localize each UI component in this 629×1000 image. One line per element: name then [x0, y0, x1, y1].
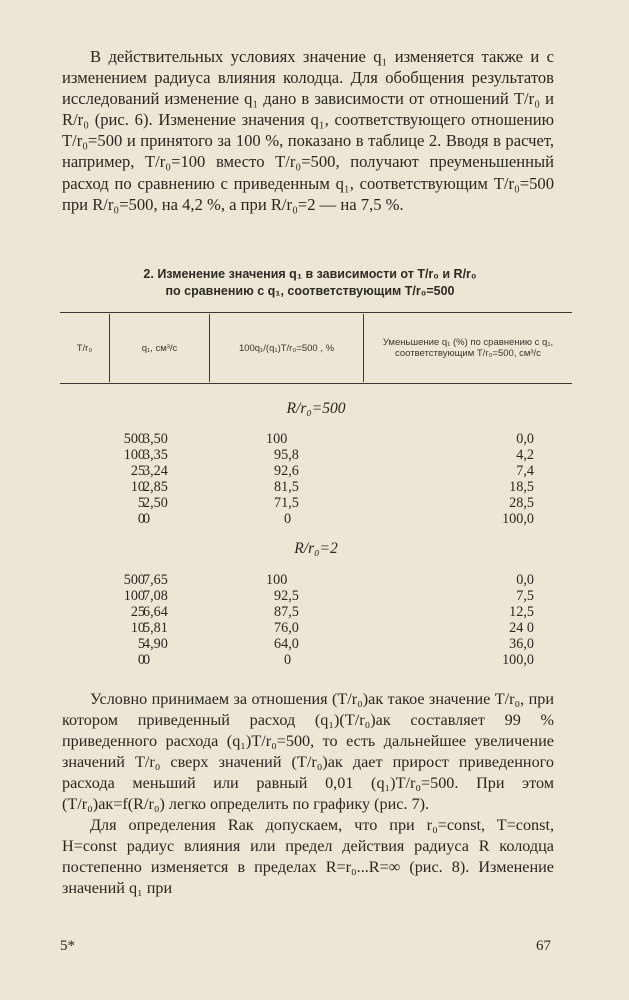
table-row	[60, 653, 572, 668]
cell-q1: 7,65	[143, 572, 168, 588]
table-row	[60, 621, 572, 636]
table-row	[60, 464, 572, 479]
header-q1: q₁, см³/с	[110, 314, 210, 382]
cell-t-r0: 25	[130, 463, 145, 479]
cell-percent: 64,0	[274, 636, 299, 652]
cell-reduction: 100,0	[502, 511, 534, 527]
section-title-r2: R/r₀=2	[294, 540, 338, 557]
table-caption-line-1: 2. Изменение значения q₁ в зависимости от T/r₀ и R/r₀	[143, 267, 477, 281]
cell-t-r0: 500	[123, 572, 145, 588]
cell-t-r0: 0	[137, 652, 145, 668]
table-row	[60, 605, 572, 620]
header-t-r0: T/r₀	[60, 314, 110, 382]
table-row	[60, 573, 572, 588]
cell-percent: 92,6	[274, 463, 299, 479]
table-row	[60, 432, 572, 447]
cell-q1: 3,24	[143, 463, 168, 479]
table-caption-line-2: по сравнению с q₁, соответствующим T/r₀=500	[165, 284, 455, 298]
table-row	[60, 589, 572, 604]
header-reduction: Уменьшение q₁ (%) по сравнению с q₁, соответствующим T/r₀=500, см³/с	[382, 337, 554, 359]
cell-t-r0: 0	[137, 511, 145, 527]
cell-reduction: 36,0	[509, 636, 534, 652]
cell-percent: 87,5	[274, 604, 299, 620]
cell-t-r0: 5	[137, 495, 145, 511]
cell-q1: 7,08	[143, 588, 168, 604]
cell-reduction: 100,0	[502, 652, 534, 668]
cell-reduction: 0,0	[516, 431, 534, 447]
cell-t-r0: 25	[130, 604, 145, 620]
cell-percent: 92,5	[274, 588, 299, 604]
cell-percent: 81,5	[274, 479, 299, 495]
intro-paragraph-text: В действительных условиях значение q₁ изменяется также и с изменением радиуса влияния колодца. Для обобщения результатов исследований изменение q₁ дано в зависимости от отношений T/r₀ и R/r₀ (рис. 6). Изменение значения q₁, соответствующего отношению T/r₀=500 и принятого за 100 %, показано в таблице 2. Вводя в расчет, например, T/r₀=100 вместо T/r₀=500, получают преуменьшенный расход по сравнению с приведенным q₁, соответствующим T/r₀=500 при R/r₀=500, на 4,2 %, а при R/r₀=2 — на 7,5 %.	[62, 47, 554, 214]
table-top-rule	[60, 312, 572, 313]
cell-reduction: 18,5	[509, 479, 534, 495]
cell-q1: 2,50	[143, 495, 168, 511]
cell-reduction: 4,2	[516, 447, 534, 463]
cell-q1: 0	[143, 652, 151, 668]
cell-t-r0: 5	[137, 636, 145, 652]
cell-percent: 0	[284, 511, 292, 527]
cell-t-r0: 10	[130, 479, 145, 495]
cell-q1: 0	[143, 511, 151, 527]
table-row	[60, 512, 572, 527]
page-number: 67	[536, 938, 551, 954]
intro-paragraph	[62, 46, 554, 215]
cell-percent: 71,5	[274, 495, 299, 511]
table-row	[60, 496, 572, 511]
cell-reduction: 7,5	[516, 588, 534, 604]
cell-t-r0: 10	[130, 620, 145, 636]
cell-q1: 3,35	[143, 447, 168, 463]
cell-t-r0: 100	[123, 447, 145, 463]
cell-q1: 6,64	[143, 604, 168, 620]
cell-reduction: 12,5	[509, 604, 534, 620]
section-title-r500: R/r₀=500	[286, 400, 346, 417]
table-row	[60, 637, 572, 652]
table-header-rule	[60, 383, 572, 384]
table-caption	[60, 266, 560, 300]
cell-q1: 5,81	[143, 620, 168, 636]
cell-t-r0: 500	[123, 431, 145, 447]
table-row	[60, 448, 572, 463]
cell-percent: 76,0	[274, 620, 299, 636]
cell-t-r0: 100	[123, 588, 145, 604]
header-percent: 100q₁/(q₁)T/r₀=500 , %	[210, 314, 364, 382]
cell-reduction: 7,4	[516, 463, 534, 479]
body-paragraph-1: Условно принимаем за отношения (T/r₀)ак такое значение T/r₀, при котором приведенный расход (q₁)(T/r₀)ак составляет 99 % приведенного расхода (q₁)T/r₀=500, то есть дальнейшее увеличение значений T/r₀ сверх значений (T/r₀)ак дает прирост приведенного расхода меньший или равный 0,01 (q₁)T/r₀=500. При этом (T/r₀)ак=f(R/r₀) легко определить по графику (рис. 7).	[62, 690, 554, 813]
cell-percent: 100	[266, 431, 288, 447]
table-row	[60, 480, 572, 495]
cell-reduction: 28,5	[509, 495, 534, 511]
cell-reduction: 24 0	[509, 620, 534, 636]
cell-q1: 2,85	[143, 479, 168, 495]
cell-percent: 100	[266, 572, 288, 588]
cell-q1: 4,90	[143, 636, 168, 652]
cell-q1: 3,50	[143, 431, 168, 447]
cell-percent: 95,8	[274, 447, 299, 463]
cell-percent: 0	[284, 652, 292, 668]
cell-reduction: 0,0	[516, 572, 534, 588]
body-text	[62, 689, 554, 899]
signature-mark: 5*	[60, 938, 75, 954]
body-paragraph-2: Для определения Rак допускаем, что при r₀=const, T=const, H=const радиус влияния или предел действия радиуса R колодца постепенно изменяется в пределах R=r₀...R=∞ (рис. 8). Изменение значений q₁ при	[62, 816, 554, 897]
